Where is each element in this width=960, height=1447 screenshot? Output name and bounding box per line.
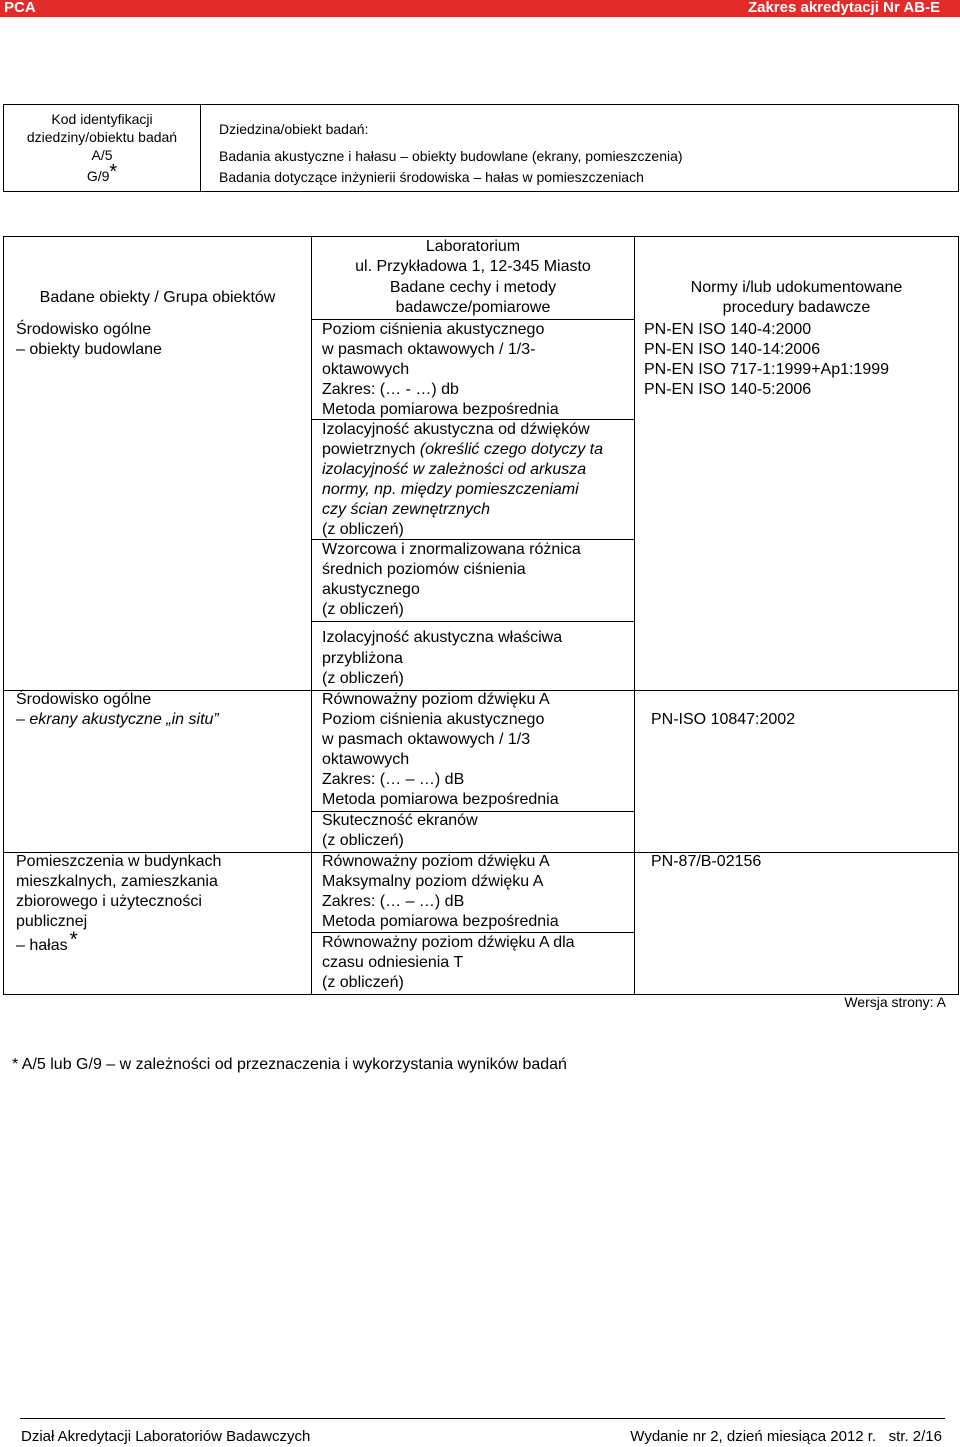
lab-address: ul. Przykładowa 1, 12-345 Miasto xyxy=(355,258,591,275)
code-star: * xyxy=(109,161,118,183)
col-divider-1 xyxy=(311,237,312,994)
accreditation-table xyxy=(3,236,959,995)
norms-separator xyxy=(635,690,958,691)
group3-line1: Pomieszczenia w budynkach xyxy=(16,853,222,870)
page-version: Wersja strony: A xyxy=(844,994,946,1010)
norm-item: PN-87/B-02156 xyxy=(651,853,762,870)
method-line: czasu odniesienia T xyxy=(322,954,464,971)
method-line: Skuteczność ekranów xyxy=(322,812,478,829)
header-org: PCA xyxy=(4,0,36,16)
norm-item: PN-EN ISO 140-14:2006 xyxy=(644,341,821,358)
code-label-2: dziedziny/obiektu badań xyxy=(26,129,178,145)
domain-label: Dziedzina/obiekt badań: xyxy=(219,121,369,137)
method-line: (z obliczeń) xyxy=(322,974,404,991)
method-line: w pasmach oktawowych / 1/3- xyxy=(322,341,536,358)
method-line: akustycznego xyxy=(322,581,420,598)
group3-line5-row xyxy=(16,928,78,956)
code-g9-row xyxy=(4,161,200,185)
group3-line5: – hałas xyxy=(16,937,68,954)
method-line: Poziom ciśnienia akustycznego xyxy=(322,711,545,728)
domain-line-2: Badania dotyczące inżynierii środowiska – hałas w pomieszczeniach xyxy=(219,169,644,185)
col-divider-2 xyxy=(634,237,635,994)
method-line: Izolacyjność akustyczna od dźwięków xyxy=(322,421,590,438)
domain-line-1: Badania akustyczne i hałasu – obiekty budowlane (ekrany, pomieszczenia) xyxy=(219,148,683,164)
footer-department: Dział Akredytacji Laboratoriów Badawczych xyxy=(21,1428,311,1445)
method-line: Wzorcowa i znormalizowana różnica xyxy=(322,541,581,558)
method-line: Równoważny poziom dźwięku A xyxy=(322,853,550,870)
norm-item: PN-EN ISO 140-4:2000 xyxy=(644,321,812,338)
method-separator xyxy=(312,621,634,622)
group3-line2: mieszkalnych, zamieszkania xyxy=(16,873,218,890)
id-divider xyxy=(200,105,201,191)
method-line: oktawowych xyxy=(322,361,410,378)
method-line: w pasmach oktawowych / 1/3 xyxy=(322,731,531,748)
footnote: * A/5 lub G/9 – w zależności od przeznaczenia i wykorzystania wyników badań xyxy=(12,1056,567,1073)
method-note: (określić czego dotyczy ta xyxy=(419,441,604,458)
method-line: (z obliczeń) xyxy=(322,521,404,538)
group3-line4: publicznej xyxy=(16,913,88,930)
method-line: oktawowych xyxy=(322,751,410,768)
code-label-1: Kod identyfikacji xyxy=(51,111,153,127)
method-line: Metoda pomiarowa bezpośrednia xyxy=(322,401,559,418)
method-line-mixed xyxy=(322,440,603,460)
col2-header-2: badawcze/pomiarowe xyxy=(395,299,551,316)
identification-box xyxy=(3,104,959,192)
method-line: Poziom ciśnienia akustycznego xyxy=(322,321,545,338)
method-text: powietrznych xyxy=(322,441,420,458)
norm-item: PN-ISO 10847:2002 xyxy=(651,711,796,728)
method-line: Równoważny poziom dźwięku A dla xyxy=(322,934,575,951)
method-line: Zakres: (… - …) db xyxy=(322,381,459,398)
group1-line1: Środowisko ogólne xyxy=(16,321,152,338)
method-note: czy ścian zewnętrznych xyxy=(322,501,491,518)
header-title: Zakres akredytacji Nr AB-E xyxy=(747,0,940,16)
col2-header-1: Badane cechy i metody xyxy=(389,279,557,296)
col3-header-1: Normy i/lub udokumentowane xyxy=(690,279,903,296)
method-note: izolacyjność w zależności od arkusza xyxy=(322,461,587,478)
code-g9: G/9 xyxy=(86,168,110,184)
norm-item: PN-EN ISO 717-1:1999+Ap1:1999 xyxy=(644,361,890,378)
method-line: średnich poziomów ciśnienia xyxy=(322,561,526,578)
norm-item: PN-EN ISO 140-5:2006 xyxy=(644,381,812,398)
group1-line2: – obiekty budowlane xyxy=(16,341,162,358)
method-line: (z obliczeń) xyxy=(322,601,404,618)
group3-star: * xyxy=(69,928,78,951)
method-line: Zakres: (… – …) dB xyxy=(322,771,465,788)
col3-header-2: procedury badawcze xyxy=(722,299,871,316)
group2-line1: Środowisko ogólne xyxy=(16,691,152,708)
method-line: Równoważny poziom dźwięku A xyxy=(322,691,550,708)
code-a5: A/5 xyxy=(91,147,113,163)
method-line: Zakres: (… – …) dB xyxy=(322,893,465,910)
footer-rule xyxy=(20,1418,945,1419)
method-note: normy, np. między pomieszczeniami xyxy=(322,481,579,498)
footer-edition: Wydanie nr 2, dzień miesiąca 2012 r. str. 2/16 xyxy=(630,1428,942,1445)
method-line: Metoda pomiarowa bezpośrednia xyxy=(322,913,559,930)
col1-header: Badane obiekty / Grupa obiektów xyxy=(39,289,276,306)
lab-label: Laboratorium xyxy=(425,238,521,255)
method-line: (z obliczeń) xyxy=(322,832,404,849)
group2-line2: – ekrany akustyczne „in situ” xyxy=(16,711,219,728)
method-line: Maksymalny poziom dźwięku A xyxy=(322,873,544,890)
method-line: Metoda pomiarowa bezpośrednia xyxy=(322,791,559,808)
group3-line3: zbiorowego i użyteczności xyxy=(16,893,202,910)
method-line: przybliżona xyxy=(322,650,403,667)
method-line: Izolacyjność akustyczna właściwa xyxy=(322,629,563,646)
method-line: (z obliczeń) xyxy=(322,670,404,687)
